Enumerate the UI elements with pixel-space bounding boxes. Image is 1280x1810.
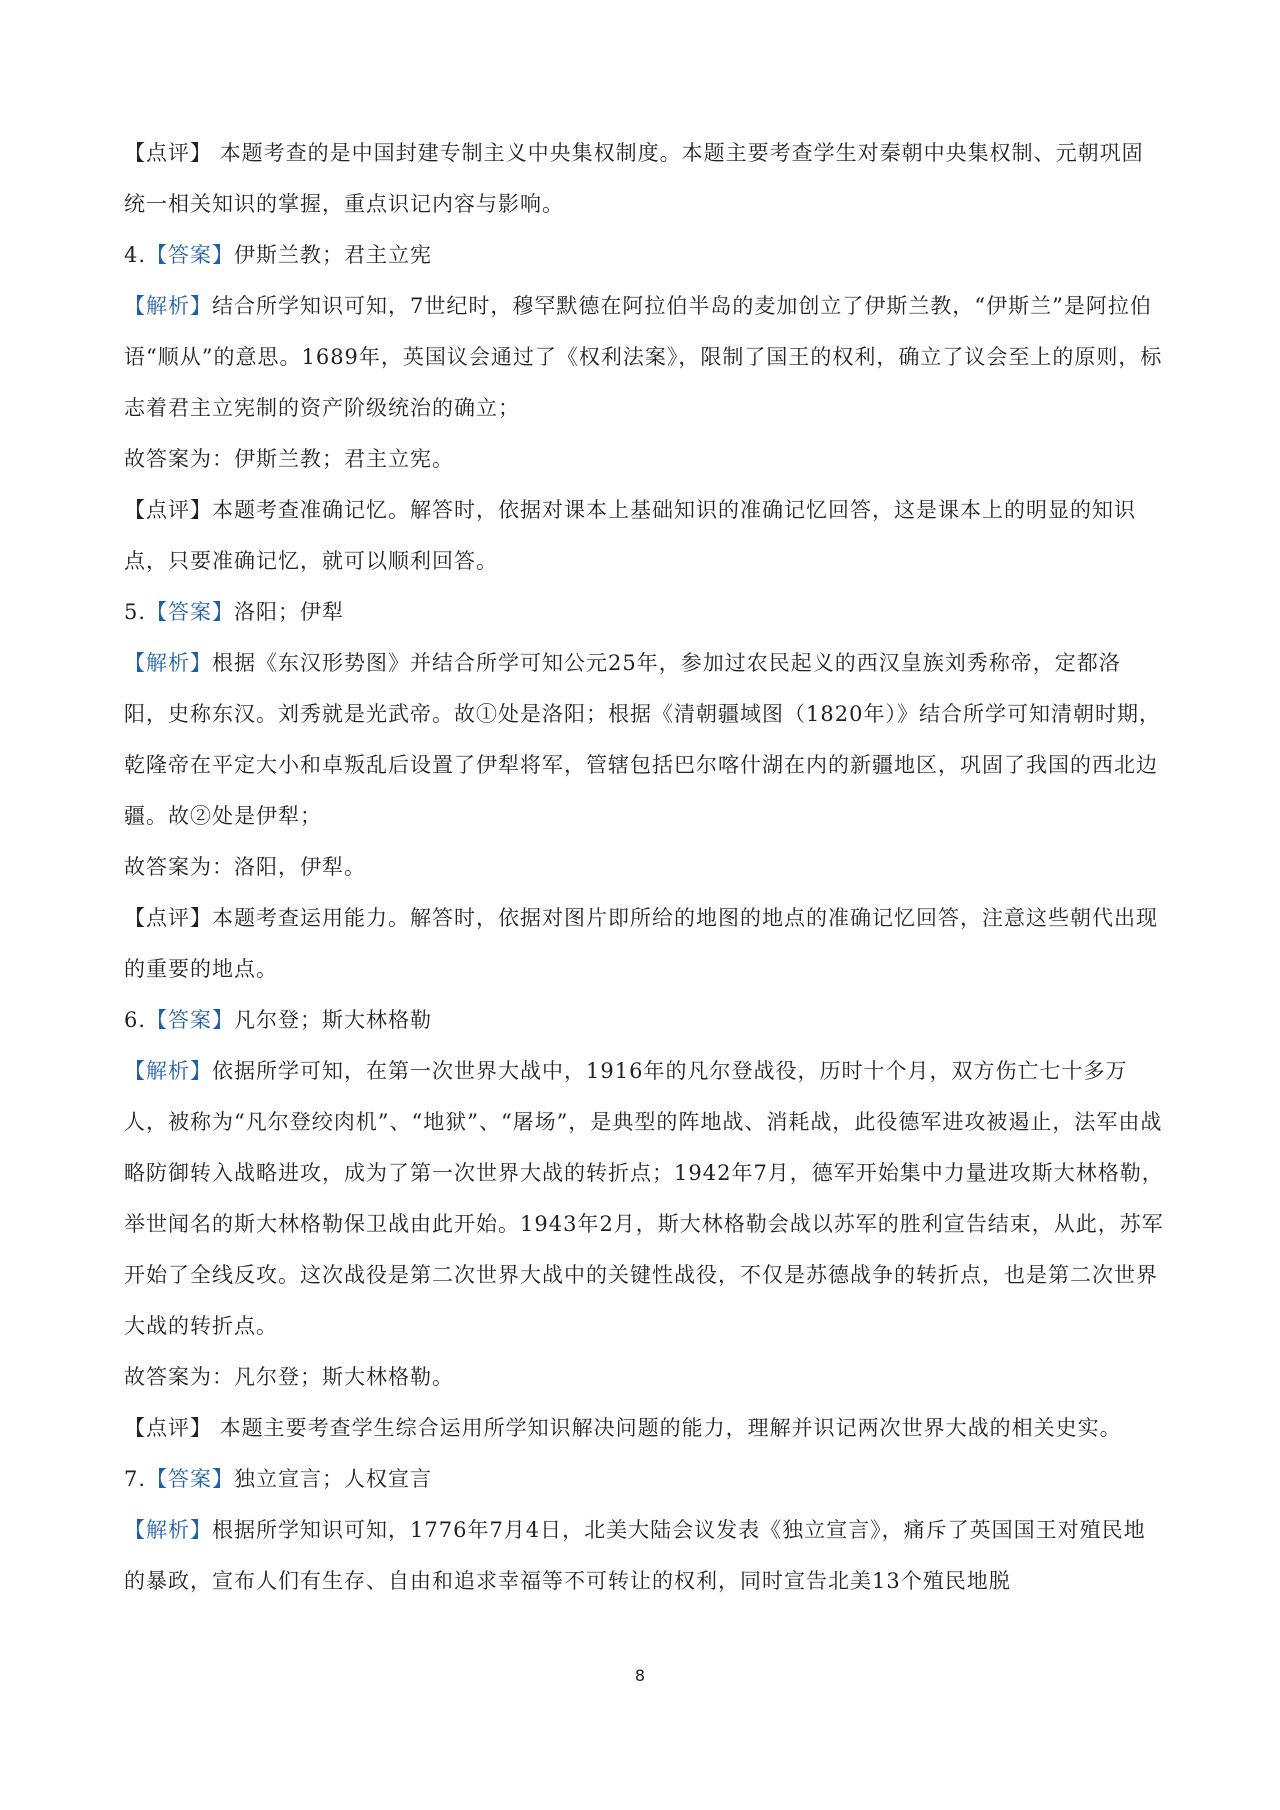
answer-tag: 【答案】 — [146, 1467, 235, 1491]
analysis-text: 根据《东汉形势图》并结合所学可知公元25年，参加过农民起义的西汉皇族刘秀称帝，定都洛阳，史称东汉。刘秀就是光武帝。故①处是洛阳；根据《清朝疆域图（1820年）》结合所学可知清朝时期，乾隆帝在平定大小和卓叛乱后设置了伊犁将军，管辖包括巴尔喀什湖在内的新疆地区，巩固了我国的西北边疆。故②处是伊犁； — [124, 651, 1161, 828]
answer-block — [124, 1454, 1164, 1505]
comment-block — [124, 128, 1164, 230]
analysis-block — [124, 638, 1164, 842]
answer-block — [124, 587, 1164, 638]
comment-text: 本题主要考查学生综合运用所学知识解决问题的能力，理解并识记两次世界大战的相关史实。 — [212, 1416, 1122, 1440]
answer-tag: 【答案】 — [146, 600, 235, 624]
comment-tag: 【点评】 — [124, 1416, 212, 1440]
conclusion-line — [124, 1352, 1164, 1403]
analysis-tag: 【解析】 — [124, 294, 212, 318]
analysis-text: 结合所学知识可知，7世纪时，穆罕默德在阿拉伯半岛的麦加创立了伊斯兰教，“伊斯兰”是阿拉伯语“顺从”的意思。1689年，英国议会通过了《权利法案》，限制了国王的权利，确立了议会至上的原则，标志着君主立宪制的资产阶级统治的确立； — [124, 294, 1163, 420]
document-body — [124, 128, 1164, 1607]
answer-tag: 【答案】 — [146, 1008, 235, 1032]
comment-block — [124, 1403, 1164, 1454]
comment-text: 本题考查运用能力。解答时，依据对图片即所给的地图的地点的准确记忆回答，注意这些朝代出现的重要的地点。 — [124, 906, 1158, 981]
conclusion-text: 故答案为：洛阳，伊犁。 — [124, 855, 366, 879]
analysis-block — [124, 1505, 1164, 1607]
analysis-block — [124, 1046, 1164, 1352]
question-number: 4. — [124, 243, 147, 267]
analysis-text: 依据所学可知，在第一次世界大战中，1916年的凡尔登战役，历时十个月，双方伤亡七十多万人，被称为“凡尔登绞肉机”、“地狱”、“屠场”，是典型的阵地战、消耗战，此役德军进攻被遏止，法军由战略防御转入战略进攻，成为了第一次世界大战的转折点；1942年7月，德军开始集中力量进攻斯大林格勒，举世闻名的斯大林格勒保卫战由此开始。1943年2月，斯大林格勒会战以苏军的胜利宣告结束，从此，苏军开始了全线反攻。这次战役是第二次世界大战中的关键性战役，不仅是苏德战争的转折点，也是第二次世界大战的转折点。 — [124, 1059, 1164, 1338]
answer-block — [124, 995, 1164, 1046]
comment-block — [124, 485, 1164, 587]
page-number: 8 — [634, 1666, 646, 1685]
analysis-block — [124, 281, 1164, 434]
comment-tag: 【点评】 — [124, 906, 212, 930]
question-number: 5. — [124, 600, 147, 624]
conclusion-text: 故答案为：伊斯兰教；君主立宪。 — [124, 447, 454, 471]
conclusion-line — [124, 434, 1164, 485]
answer-text: 洛阳；伊犁 — [234, 600, 345, 624]
comment-text: 本题考查的是中国封建专制主义中央集权制度。本题主要考查学生对秦朝中央集权制、元朝巩固统一相关知识的掌握，重点识记内容与影响。 — [124, 141, 1144, 216]
comment-tag: 【点评】 — [124, 498, 212, 522]
answer-block — [124, 230, 1164, 281]
answer-tag: 【答案】 — [146, 243, 235, 267]
analysis-tag: 【解析】 — [124, 1059, 212, 1083]
answer-text: 凡尔登；斯大林格勒 — [234, 1008, 433, 1032]
answer-text: 伊斯兰教；君主立宪 — [234, 243, 433, 267]
comment-block — [124, 893, 1164, 995]
analysis-tag: 【解析】 — [124, 1518, 212, 1542]
analysis-text: 根据所学知识可知，1776年7月4日，北美大陆会议发表《独立宣言》，痛斥了英国国王对殖民地的暴政，宣布人们有生存、自由和追求幸福等不可转让的权利，同时宣告北美13个殖民地脱 — [124, 1518, 1146, 1593]
question-number: 6. — [124, 1008, 147, 1032]
comment-tag: 【点评】 — [124, 141, 212, 165]
comment-text: 本题考查准确记忆。解答时，依据对课本上基础知识的准确记忆回答，这是课本上的明显的知识点，只要准确记忆，就可以顺利回答。 — [124, 498, 1136, 573]
conclusion-line — [124, 842, 1164, 893]
answer-text: 独立宣言；人权宣言 — [234, 1467, 433, 1491]
analysis-tag: 【解析】 — [124, 651, 212, 675]
conclusion-text: 故答案为：凡尔登；斯大林格勒。 — [124, 1365, 454, 1389]
question-number: 7. — [124, 1467, 147, 1491]
